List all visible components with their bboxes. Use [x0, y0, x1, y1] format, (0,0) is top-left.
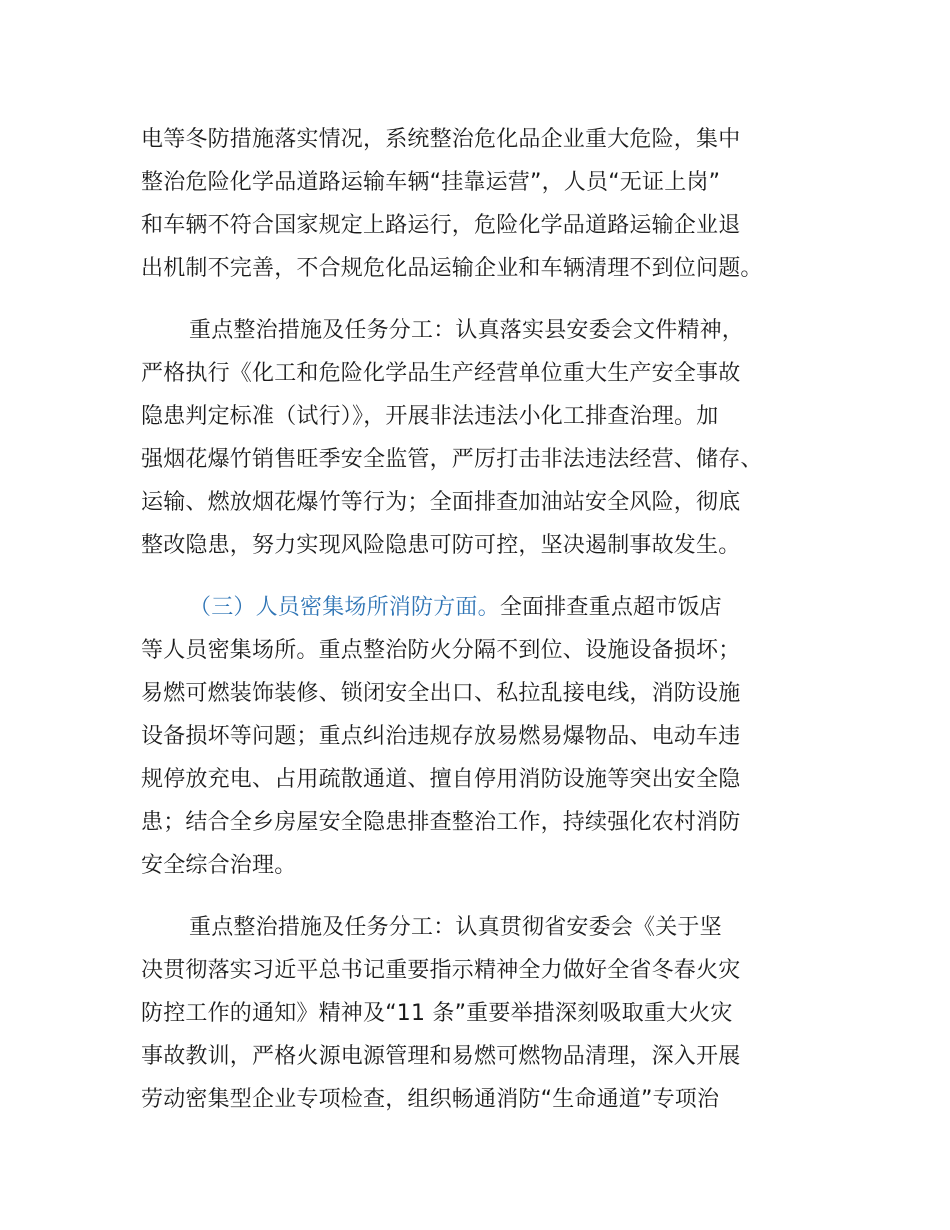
paragraph-4-line-1: 重点整治措施及任务分工：认真贯彻省安委会《关于坚 [189, 915, 722, 940]
paragraph-1-line-4: 出机制不完善，不合规危化品运输企业和车辆清理不到位问题。 [141, 256, 763, 281]
paragraph-4-line-2: 决贯彻落实习近平总书记重要指示精神全力做好全省冬春火灾 [141, 958, 741, 983]
paragraph-3-line-7: 安全综合治理。 [141, 853, 297, 878]
paragraph-3-line-6: 患；结合全乡房屋安全隐患排查整治工作，持续强化农村消防 [141, 810, 741, 835]
paragraph-2-line-5: 运输、燃放烟花爆竹等行为；全面排查加油站安全风险，彻底 [141, 490, 741, 515]
paragraph-1-line-3: 和车辆不符合国家规定上路运行，危险化学品道路运输企业退 [141, 213, 741, 238]
paragraph-2-line-1: 重点整治措施及任务分工：认真落实县安委会文件精神， [189, 318, 745, 343]
paragraph-4-line-4: 事故教训，严格火源电源管理和易燃可燃物品清理，深入开展 [141, 1044, 741, 1069]
paragraph-4-line-5: 劳动密集型企业专项检查，组织畅通消防“生命通道”专项治 [141, 1087, 720, 1112]
paragraph-3-line-2: 等人员密集场所。重点整治防火分隔不到位、设施设备损坏； [141, 638, 741, 663]
section-heading: （三）人员密集场所消防方面。 [189, 595, 500, 620]
paragraph-1-line-1: 电等冬防措施落实情况，系统整治危化品企业重大危险，集中 [141, 127, 741, 152]
paragraph-2-line-6: 整改隐患，努力实现风险隐患可防可控，坚决遏制事故发生。 [141, 533, 741, 558]
paragraph-2-line-2: 严格执行《化工和危险化学品生产经营单位重大生产安全事故 [141, 361, 741, 386]
paragraph-3-line-3: 易燃可燃装饰装修、锁闭安全出口、私拉乱接电线，消防设施 [141, 681, 741, 706]
paragraph-3-line-1 [189, 593, 722, 623]
paragraph-1-line-2: 整治危险化学品道路运输车辆“挂靠运营”，人员“无证上岗” [141, 170, 721, 195]
paragraph-3-line-5: 规停放充电、占用疏散通道、擅自停用消防设施等突出安全隐 [141, 767, 741, 792]
paragraph-2-line-3: 隐患判定标准（试行）》，开展非法违法小化工排查治理。加 [141, 404, 719, 429]
paragraph-2-line-4: 强烟花爆竹销售旺季安全监管，严厉打击非法违法经营、储存、 [141, 447, 763, 472]
paragraph-4-line-3: 防控工作的通知》精神及“11 条”重要举措深刻吸取重大火灾 [141, 1001, 733, 1026]
paragraph-3-line-1-text: 全面排查重点超市饭店 [499, 595, 722, 620]
paragraph-3-line-4: 设备损坏等问题；重点纠治违规存放易燃易爆物品、电动车违 [141, 724, 741, 749]
